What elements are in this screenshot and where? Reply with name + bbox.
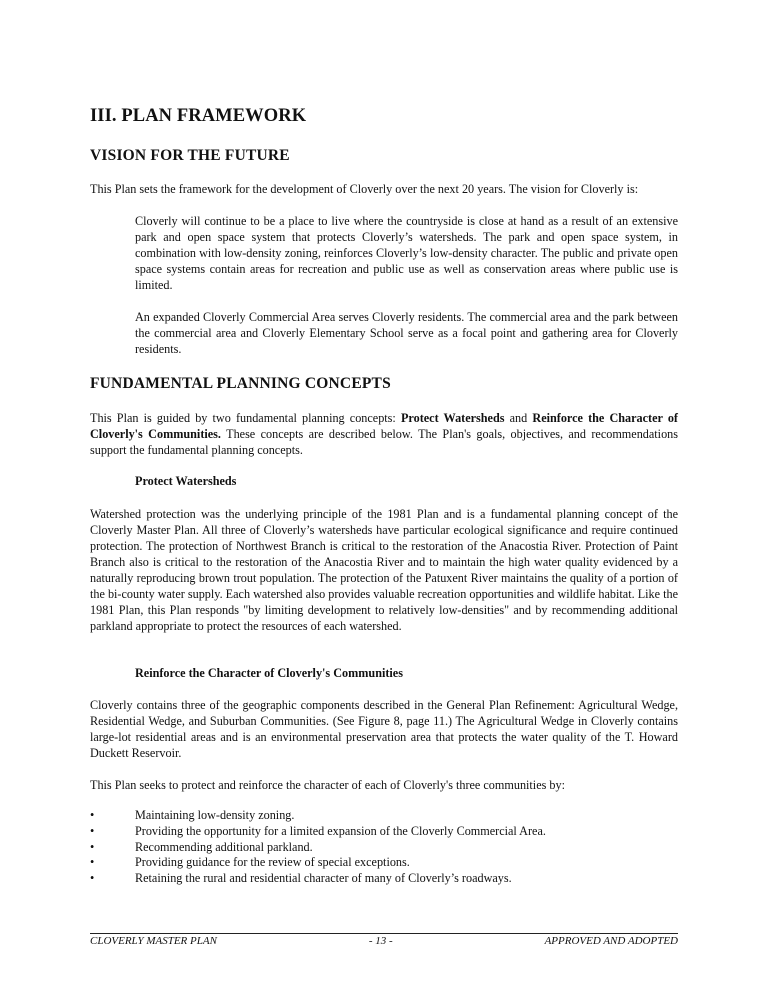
concepts-intro-c: These concepts are described below. The Plan's goals, objectives, and recommendations support the fundamental planning concepts. xyxy=(90,427,678,457)
list-item: • Providing guidance for the review of special exceptions. xyxy=(90,855,410,870)
concepts-intro xyxy=(90,410,678,458)
subheading-reinforce-character: Reinforce the Character of Cloverly's Communities xyxy=(135,666,403,680)
footer-plan-name: CLOVERLY MASTER PLAN xyxy=(90,935,217,947)
footer-divider xyxy=(90,933,678,934)
concepts-intro-and: and xyxy=(504,411,533,425)
page-number: - 13 - xyxy=(368,935,393,947)
concepts-heading: FUNDAMENTAL PLANNING CONCEPTS xyxy=(90,375,391,392)
concepts-intro-a: This Plan is guided by two fundamental planning concepts: xyxy=(90,411,401,425)
bullet-icon: • xyxy=(90,871,95,886)
list-item: • Maintaining low-density zoning. xyxy=(90,808,295,822)
strategy-list xyxy=(90,808,678,887)
vision-intro: This Plan sets the framework for the development of Cloverly over the next 20 years. The vision for Cloverly is: xyxy=(90,182,639,196)
concept-protect-watersheds: Protect Watersheds xyxy=(400,411,505,425)
bullet-icon: • xyxy=(90,808,95,822)
list-item: • Recommending additional parkland. xyxy=(90,839,313,854)
list-item: • Providing the opportunity for a limited expansion of the Cloverly Commercial Area. xyxy=(90,823,546,838)
vision-paragraph-2: An expanded Cloverly Commercial Area serves Cloverly residents. The commercial area and the park between the commercial area and Cloverly Elementary School serve as a focal point and gathering area for Cloverly residents. xyxy=(135,310,678,356)
chapter-heading: III. PLAN FRAMEWORK xyxy=(90,106,307,126)
concept-reinforce-character: Reinforce the Character of Cloverly's Communities. xyxy=(90,411,678,441)
vision-heading: VISION FOR THE FUTURE xyxy=(90,147,290,164)
bullet-icon: • xyxy=(90,823,95,838)
subheading-protect-watersheds: Protect Watersheds xyxy=(135,474,237,488)
vision-paragraph-1: Cloverly will continue to be a place to live where the countryside is close at hand as a result of an extensive park and open space system that protects Cloverly’s watersheds. The park and open space system, in combination with low-density zoning, reinforces Cloverly’s low-density character. The public and private open space systems contain areas for recreation and public use as well as conservation areas where public use is limited. xyxy=(135,214,678,292)
page-footer xyxy=(90,935,678,947)
protect-watersheds-text: Watershed protection was the underlying principle of the 1981 Plan and is a fundamental planning concept of the Cloverly Master Plan. All three of Cloverly’s watersheds have particular ecological significance and require continued protection. The protection of Northwest Branch is critical to the restoration of the Anacostia River. Protection of Paint Branch also is critical to the restoration of the Anacostia River and to maintain the high water quality evidenced by a naturally reproducing brown trout population. The protection of the Patuxent River maintains the quality of a portion of the bi-county water supply. Each watershed also provides valuable recreation opportunities and wildlife habitat. Like the 1981 Plan, this Plan responds "by limiting development to relatively low-densities" and by recommending additional parkland appropriate to protect the resources of each watershed. xyxy=(90,507,678,633)
reinforce-character-text: Cloverly contains three of the geographic components described in the General Plan Refinement: Agricultural Wedge, Residential Wedge, and Suburban Communities. (See Figure 8, page 11.) The Agricultural Wedge in Cloverly contains large-lot residential areas and is an environmental preservation area that protects the water quality of the T. Howard Duckett Reservoir. xyxy=(90,698,678,760)
bullet-icon: • xyxy=(90,855,95,870)
bullet-icon: • xyxy=(90,839,95,854)
reinforce-lead-in: This Plan seeks to protect and reinforce the character of each of Cloverly's three communities by: xyxy=(90,778,565,792)
footer-status: APPROVED AND ADOPTED xyxy=(544,935,678,947)
list-item: • Retaining the rural and residential character of many of Cloverly’s roadways. xyxy=(90,871,512,886)
